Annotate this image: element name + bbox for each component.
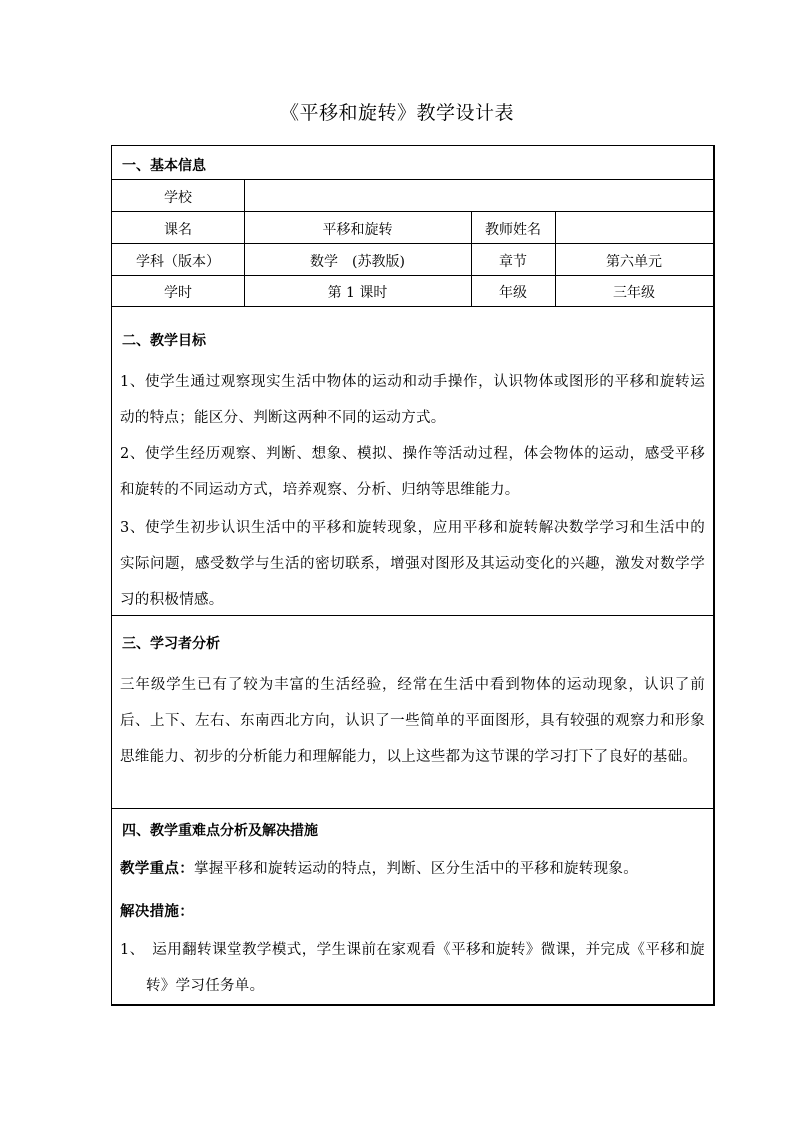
period-label: 学时 [164,285,192,301]
subject-label: 学科（版本） [136,254,220,270]
document-title: 《平移和旋转》教学设计表 [279,102,514,124]
section-learner-analysis-heading: 三、学习者分析 [122,636,220,652]
divider [112,306,713,307]
objective-item: 2、使学生经历观察、判断、想象、模拟、操作等活动过程，体会物体的运动，感受平移和旋转的不同运动方式，培养观察、分析、归纳等思维能力。 [120,446,705,498]
measures-label: 解决措施： [120,903,194,920]
lesson-design-table [111,145,715,1006]
course-label: 课名 [164,222,192,238]
subject-value: 数学 (苏教版) [310,254,405,270]
period-value: 第 1 课时 [327,285,388,301]
grade-value: 三年级 [613,285,655,301]
teacher-label: 教师姓名 [485,222,541,238]
section-objectives-heading: 二、教学目标 [122,333,206,349]
key-point-label: 教学重点： [120,860,194,877]
key-point-line [120,851,705,887]
chapter-value: 第六单元 [606,254,662,270]
learner-analysis-text: 三年级学生已有了较为丰富的生活经验，经常在生活中看到物体的运动现象，认识了前后、上下、左右、东南西北方向，认识了一些简单的平面图形，具有较强的观察力和形象思维能力、初步的分析能力和理解能力，以上这些都为这节课的学习打下了良好的基础。 [120,677,705,765]
course-value: 平移和旋转 [322,222,393,238]
divider [112,243,713,244]
divider [112,808,713,809]
objective-item: 3、使学生初步认识生活中的平移和旋转现象，应用平移和旋转解决数学学习和生活中的实际问题，感受数学与生活的密切联系，增强对图形及其运动变化的兴趣，激发对数学学习的积极情感。 [120,520,705,608]
chapter-label: 章节 [499,254,527,270]
measure-item: 1、 运用翻转课堂教学模式，学生课前在家观看《平移和旋转》微课，并完成《平移和旋转》学习任务单。 [120,942,705,994]
divider [112,275,713,276]
section-key-points-heading: 四、教学重难点分析及解决措施 [122,823,318,839]
school-label: 学校 [164,190,192,206]
divider [112,179,713,180]
key-point-text: 掌握平移和旋转运动的特点，判断、区分生活中的平移和旋转现象。 [194,861,638,877]
divider [112,615,713,616]
section-basic-info-heading: 一、基本信息 [122,158,206,174]
objective-item: 1、使学生通过观察现实生活中物体的运动和动手操作，认识物体或图形的平移和旋转运动的特点；能区分、判断这两种不同的运动方式。 [120,374,705,426]
divider [112,211,713,212]
measures-line [120,894,705,930]
grade-label: 年级 [499,285,527,301]
